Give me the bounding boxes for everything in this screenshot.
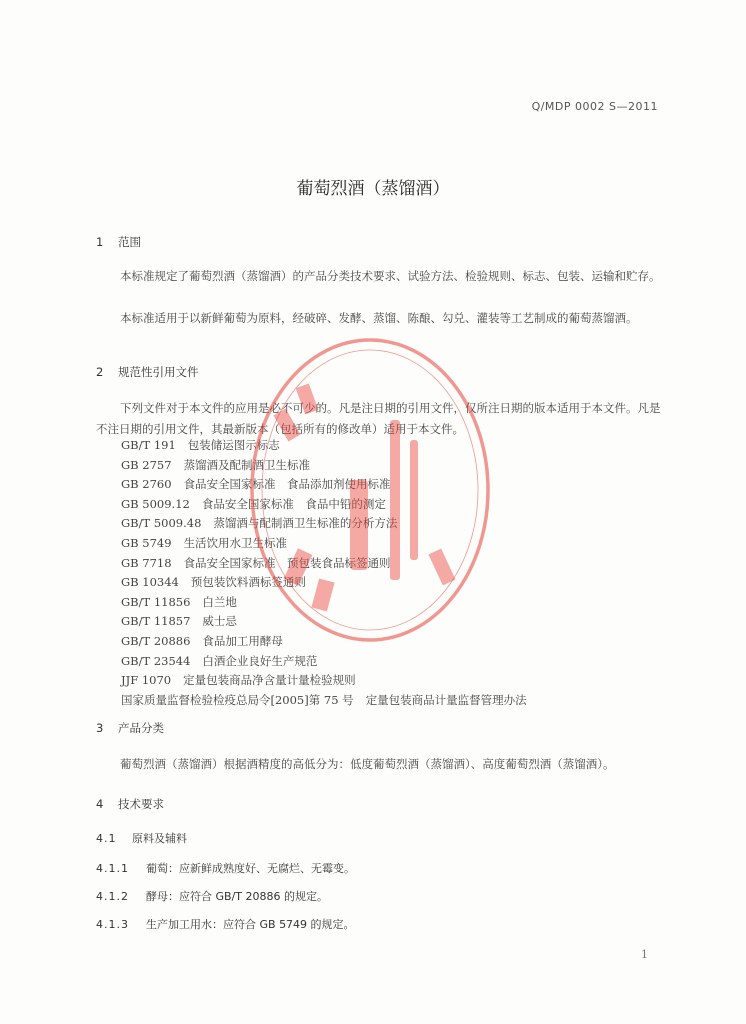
ref-name: 食品安全国家标准 食品中铅的测定: [201, 496, 386, 511]
section-3-heading: [96, 720, 164, 736]
ref-code: GB/T 11856: [121, 594, 191, 609]
clause-text: 葡萄：应新鲜成熟度好、无腐烂、无霉变。: [146, 862, 355, 875]
clause-text: 生产加工用水：应符合 GB 5749 的规定。: [146, 918, 355, 931]
scope-paragraph-2: 本标准适用于以新鲜葡萄为原料，经破碎、发酵、蒸馏、陈酿、勾兑、灌装等工艺制成的葡萄蒸馏酒。: [120, 311, 638, 325]
ref-name: 生活饮用水卫生标准: [183, 535, 288, 550]
ref-code: GB/T 5009.48: [121, 516, 202, 531]
ref-name: 威士忌: [202, 614, 237, 629]
section-2-heading: [96, 364, 199, 380]
reference-item: [121, 612, 641, 632]
standard-code: Q/MDP 0002 S—2011: [531, 100, 658, 113]
ref-code: GB/T 20886: [121, 633, 191, 648]
reference-item: [121, 652, 641, 672]
clause-number: 4.1.3: [96, 918, 129, 931]
section-number: 4: [96, 797, 104, 811]
ref-code: GB 7718: [121, 555, 172, 570]
reference-item: [121, 456, 641, 476]
subsection-4-1: [96, 830, 187, 846]
ref-name: 预包装饮料酒标签通则: [190, 575, 306, 590]
section-number: 1: [96, 235, 104, 249]
classification-paragraph: 葡萄烈酒（蒸馏酒）根据酒精度的高低分为：低度葡萄烈酒（蒸馏酒）、高度葡萄烈酒（蒸馏酒）。: [120, 757, 615, 771]
section-title: 范围: [118, 235, 141, 249]
ref-name: 蒸馏酒与配制酒卫生标准的分析方法: [213, 516, 398, 531]
ref-code: GB 5009.12: [121, 496, 190, 511]
reference-item: [121, 554, 641, 574]
ref-name: 食品安全国家标准 食品添加剂使用标准: [183, 477, 391, 492]
reference-list: [121, 436, 641, 710]
reference-item: [121, 573, 641, 593]
reference-item: [121, 514, 641, 534]
reference-item: [121, 495, 641, 515]
ref-name: 包装储运图示标志: [187, 438, 280, 452]
section-title: 技术要求: [118, 797, 164, 811]
subsection-number: 4.1: [96, 832, 117, 845]
reference-item: [121, 691, 641, 711]
subsection-title: 原料及辅料: [132, 832, 187, 845]
section-title: 规范性引用文件: [118, 365, 199, 379]
ref-name: 食品加工用酵母: [202, 633, 283, 648]
ref-name: 白兰地: [202, 594, 237, 609]
references-intro: 下列文件对于本文件的应用是必不可少的。凡是注日期的引用文件，仅所注日期的版本适用于本文件。凡是不注日期的引用文件，其最新版本（包括所有的修改单）适用于本文件。: [96, 401, 661, 436]
ref-code: 国家质量监督检验检疫总局令[2005]第 75 号: [121, 692, 354, 707]
section-title: 产品分类: [118, 721, 164, 735]
reference-item: [121, 534, 641, 554]
reference-item: [121, 475, 641, 495]
ref-code: GB/T 191: [121, 438, 176, 452]
ref-name: 定量包装商品计量监督管理办法: [365, 692, 527, 707]
reference-item: [121, 671, 641, 691]
section-number: 3: [96, 721, 104, 735]
ref-code: JJF 1070: [121, 673, 172, 688]
section-number: 2: [96, 365, 104, 379]
ref-name: 白酒企业良好生产规范: [202, 653, 318, 668]
ref-name: 食品安全国家标准 预包装食品标签通则: [183, 555, 391, 570]
scope-paragraph-1: 本标准规定了葡萄烈酒（蒸馏酒）的产品分类技术要求、试验方法、检验规则、标志、包装、运输和贮存。: [120, 269, 661, 283]
clause-4-1-1: [96, 860, 355, 876]
clause-text: 酵母：应符合 GB/T 20886 的规定。: [146, 890, 328, 903]
clause-4-1-2: [96, 888, 328, 904]
ref-code: GB 5749: [121, 535, 172, 550]
clause-number: 4.1.2: [96, 890, 129, 903]
page-number: 1: [641, 948, 648, 961]
ref-name: 蒸馏酒及配制酒卫生标准: [183, 457, 311, 472]
ref-name: 定量包装商品净含量计量检验规则: [183, 673, 356, 688]
reference-item: [121, 436, 641, 456]
ref-code: GB/T 23544: [121, 653, 191, 668]
ref-code: GB 2757: [121, 457, 172, 472]
document-title: 葡萄烈酒（蒸馏酒）: [296, 179, 450, 199]
clause-number: 4.1.1: [96, 862, 129, 875]
reference-item: [121, 593, 641, 613]
ref-code: GB/T 11857: [121, 614, 191, 629]
clause-4-1-3: [96, 916, 355, 932]
reference-item: [121, 632, 641, 652]
section-1-heading: [96, 234, 141, 250]
section-4-heading: [96, 796, 164, 812]
ref-code: GB 10344: [121, 575, 179, 590]
ref-code: GB 2760: [121, 477, 172, 492]
